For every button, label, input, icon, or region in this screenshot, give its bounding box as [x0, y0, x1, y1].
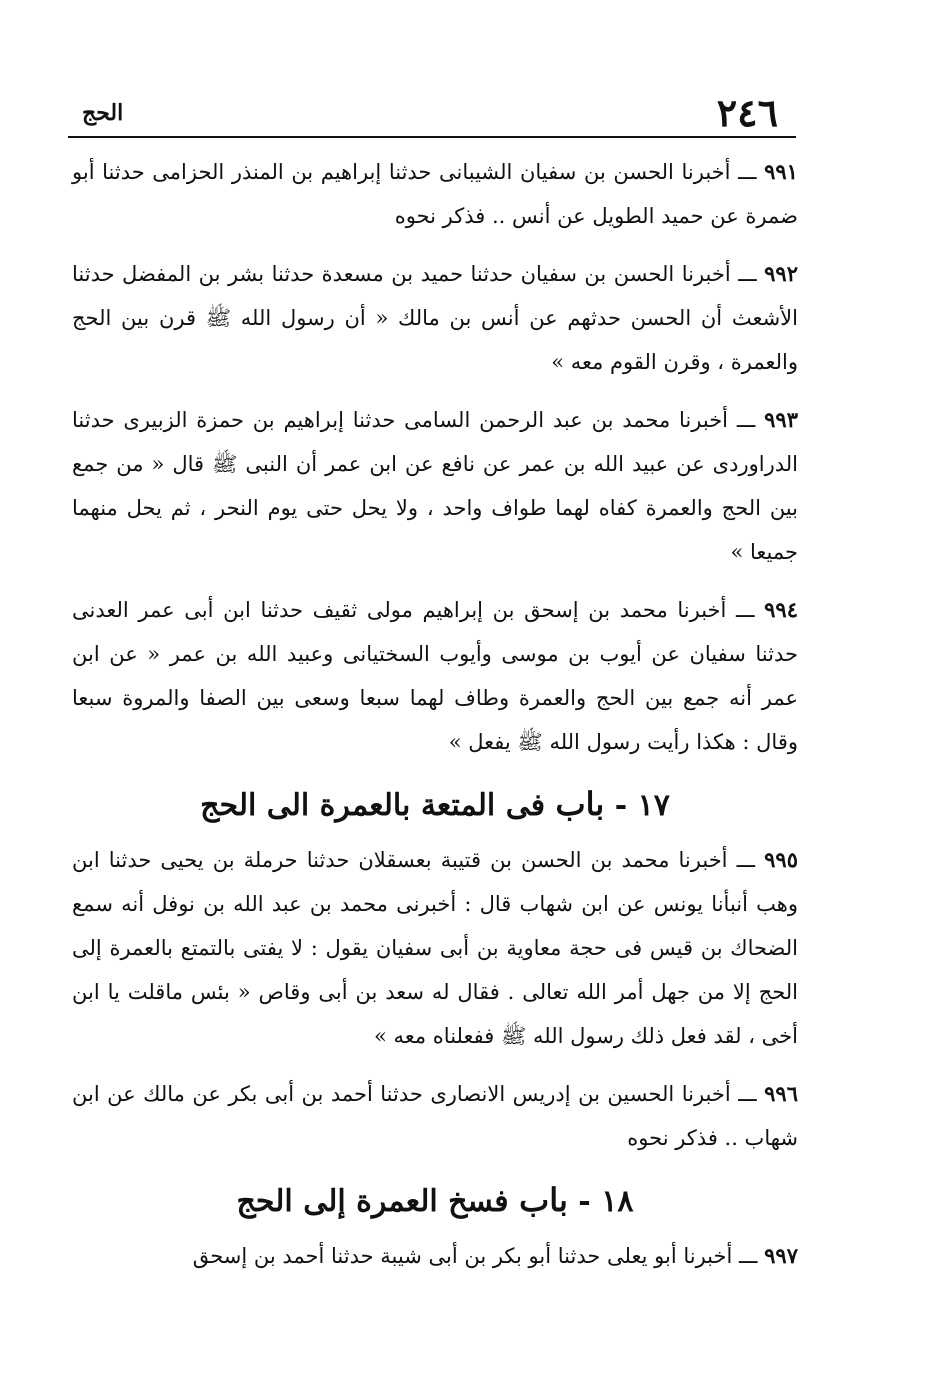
hadith-997 — [72, 1234, 798, 1278]
page-body — [72, 150, 798, 1292]
hadith-number: ٩٩٢ — [764, 261, 798, 286]
hadith-number: ٩٩٧ — [764, 1243, 798, 1268]
chapter-title: فى المتعة بالعمرة الى الحج — [200, 788, 546, 823]
dash-separator: ـــ — [738, 1082, 757, 1106]
hadith-text: أخبرنا الحسين بن إدريس الانصارى حدثنا أحمد بن أبى بكر عن مالك عن ابن شهاب .. فذكر نحوه — [72, 1082, 798, 1150]
hadith-996 — [72, 1072, 798, 1160]
dash-separator: ـــ — [736, 408, 756, 432]
hadith-number: ٩٩٤ — [764, 597, 798, 622]
hadith-text: أخبرنا أبو يعلى حدثنا أبو بكر بن أبى شيبة حدثنا أحمد بن إسحق — [192, 1244, 733, 1268]
chapter-title: فسخ العمرة إلى الحج — [236, 1184, 509, 1219]
chapter-bab-label: باب — [555, 785, 605, 823]
hadith-995 — [72, 838, 798, 1058]
dash-separator: ـــ — [739, 1244, 758, 1268]
chapter-heading-18 — [72, 1174, 798, 1228]
running-title: الحج — [82, 100, 124, 126]
dash-separator: ـــ — [736, 848, 756, 872]
hadith-993 — [72, 398, 798, 574]
chapter-number: ١٨ — [601, 1184, 634, 1219]
dash-separator: ـــ — [736, 598, 755, 622]
hadith-number: ٩٩١ — [764, 159, 798, 184]
page-number: ٢٤٦ — [716, 90, 778, 135]
hadith-994 — [72, 588, 798, 764]
dash: - — [578, 1184, 591, 1219]
header-rule — [68, 136, 796, 138]
hadith-text: أخبرنا الحسن بن سفيان حدثنا حميد بن مسعدة حدثنا بشر بن المفضل حدثنا الأشعث أن الحسن حدثهم عن أنس بن مالك « أن رسول الله ﷺ قرن بين الحج والعمرة ، وقرن القوم معه » — [72, 262, 798, 374]
page-header — [68, 88, 796, 138]
hadith-text: أخبرنا محمد بن إسحق بن إبراهيم مولى ثقيف حدثنا ابن أبى عمر العدنى حدثنا سفيان عن أيوب بن موسى وأيوب السختيانى وعبيد الله بن عمر « عن ابن عمر أنه جمع بين الحج والعمرة وطاف لهما سبعا وسعى بين الصفا والمروة سبعا وقال : هكذا رأيت رسول الله ﷺ يفعل » — [72, 598, 798, 754]
hadith-991 — [72, 150, 798, 238]
chapter-number: ١٧ — [637, 788, 670, 823]
hadith-number: ٩٩٦ — [764, 1081, 798, 1106]
hadith-text: أخبرنا محمد بن الحسن بن قتيبة بعسقلان حدثنا حرملة بن يحيى حدثنا ابن وهب أنبأنا يونس عن ابن شهاب قال : أخبرنى محمد بن عبد الله بن نوفل أنه سمع الضحاك بن قيس فى حجة معاوية بن أبى سفيان يقول : لا يفتى بالتمتع بالعمرة إلى الحج إلا من جهل أمر الله تعالى . فقال له سعد بن أبى وقاص « بئس ماقلت يا ابن أخى ، لقد فعل ذلك رسول الله ﷺ ففعلناه معه » — [72, 848, 798, 1048]
chapter-heading-17 — [72, 778, 798, 832]
hadith-text: أخبرنا الحسن بن سفيان الشيبانى حدثنا إبراهيم بن المنذر الحزامى حدثنا أبو ضمرة عن حميد الطويل عن أنس .. فذكر نحوه — [72, 160, 798, 228]
hadith-number: ٩٩٣ — [764, 407, 798, 432]
dash-separator: ـــ — [738, 160, 757, 184]
dash: - — [614, 788, 628, 823]
chapter-bab-label: باب — [519, 1181, 568, 1219]
hadith-992 — [72, 252, 798, 384]
hadith-text: أخبرنا محمد بن عبد الرحمن السامى حدثنا إبراهيم بن حمزة الزبيرى حدثنا الدراوردى عن عبيد الله بن عمر عن نافع عن ابن عمر أن النبى ﷺ قال « من جمع بين الحج والعمرة كفاه لهما طواف واحد ، ولا يحل حتى يوم النحر ، ثم يحل منهما جميعا » — [72, 408, 798, 564]
dash-separator: ـــ — [738, 262, 757, 286]
hadith-number: ٩٩٥ — [764, 847, 798, 872]
